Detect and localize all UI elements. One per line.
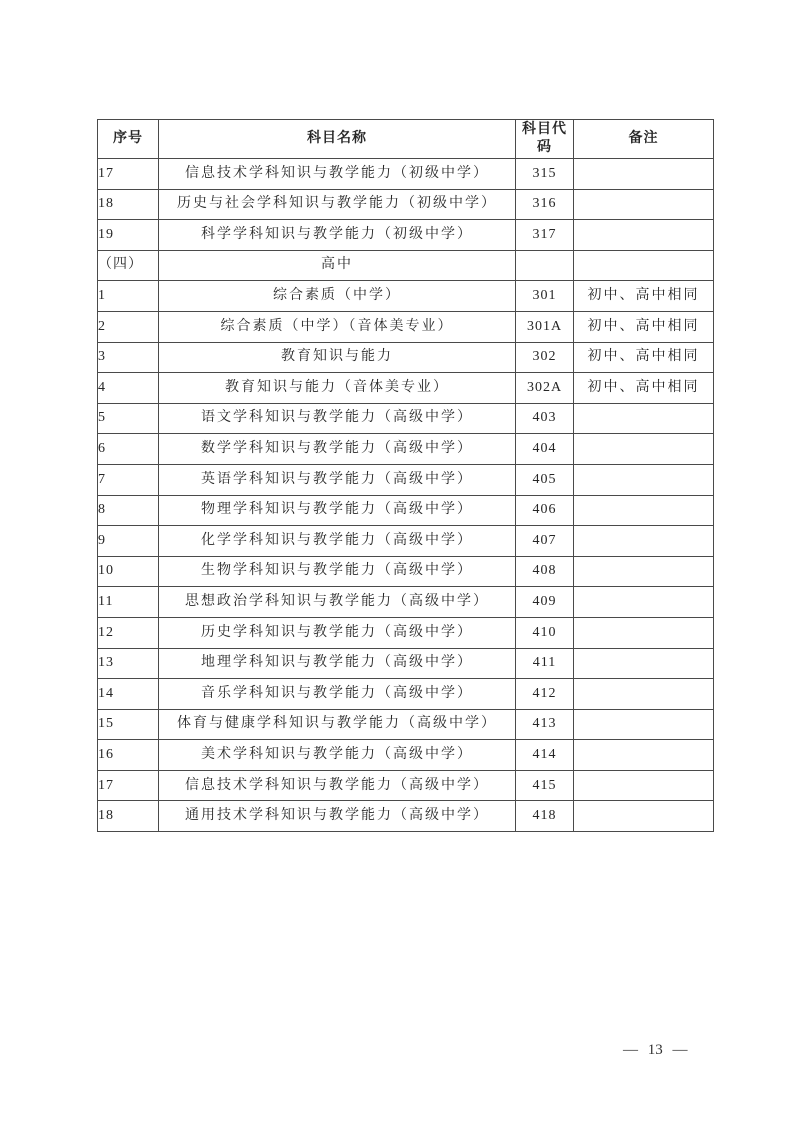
table-row xyxy=(98,403,714,434)
cell-subject-name: 信息技术学科知识与教学能力（高级中学） xyxy=(159,770,516,801)
cell-subject-code: 404 xyxy=(516,434,574,465)
cell-subject-code: 315 xyxy=(516,159,574,190)
table-row xyxy=(98,159,714,190)
cell-subject-name: 音乐学科知识与教学能力（高级中学） xyxy=(159,679,516,710)
cell-subject-code: 410 xyxy=(516,617,574,648)
table-row xyxy=(98,434,714,465)
cell-remarks xyxy=(574,526,714,557)
table-row xyxy=(98,679,714,710)
cell-serial-number: 19 xyxy=(98,220,159,251)
cell-subject-code: 408 xyxy=(516,556,574,587)
cell-subject-code: 301A xyxy=(516,311,574,342)
cell-subject-name: 教育知识与能力 xyxy=(159,342,516,373)
cell-subject-code: 403 xyxy=(516,403,574,434)
col-header-serial-number: 序号 xyxy=(98,120,159,159)
cell-serial-number: 6 xyxy=(98,434,159,465)
cell-remarks xyxy=(574,495,714,526)
cell-subject-name: 体育与健康学科知识与教学能力（高级中学） xyxy=(159,709,516,740)
cell-remarks: 初中、高中相同 xyxy=(574,373,714,404)
table-row xyxy=(98,342,714,373)
cell-remarks xyxy=(574,250,714,281)
cell-remarks xyxy=(574,679,714,710)
cell-serial-number: 14 xyxy=(98,679,159,710)
cell-subject-code: 414 xyxy=(516,740,574,771)
table-header-row xyxy=(98,120,714,159)
cell-remarks xyxy=(574,648,714,679)
cell-subject-name: 综合素质（中学）（音体美专业） xyxy=(159,311,516,342)
cell-subject-name: 历史与社会学科知识与教学能力（初级中学） xyxy=(159,189,516,220)
cell-subject-code: 406 xyxy=(516,495,574,526)
cell-subject-code: 409 xyxy=(516,587,574,618)
cell-subject-name: 通用技术学科知识与教学能力（高级中学） xyxy=(159,801,516,832)
table-row xyxy=(98,189,714,220)
cell-subject-code: 415 xyxy=(516,770,574,801)
cell-subject-name: 地理学科知识与教学能力（高级中学） xyxy=(159,648,516,679)
cell-remarks xyxy=(574,464,714,495)
cell-subject-code: 316 xyxy=(516,189,574,220)
cell-subject-name: 化学学科知识与教学能力（高级中学） xyxy=(159,526,516,557)
page-number: — 13 — xyxy=(623,1042,688,1058)
table-row xyxy=(98,587,714,618)
table-row xyxy=(98,464,714,495)
col-header-subject-name: 科目名称 xyxy=(159,120,516,159)
cell-subject-code: 301 xyxy=(516,281,574,312)
cell-remarks xyxy=(574,189,714,220)
col-header-remarks: 备注 xyxy=(574,120,714,159)
cell-subject-code: 317 xyxy=(516,220,574,251)
cell-remarks xyxy=(574,801,714,832)
table-row xyxy=(98,556,714,587)
cell-subject-code: 411 xyxy=(516,648,574,679)
table-row xyxy=(98,801,714,832)
cell-serial-number: 3 xyxy=(98,342,159,373)
table-row xyxy=(98,281,714,312)
table-row xyxy=(98,495,714,526)
cell-subject-code: 302 xyxy=(516,342,574,373)
cell-serial-number: 18 xyxy=(98,189,159,220)
cell-remarks xyxy=(574,587,714,618)
cell-subject-name: 思想政治学科知识与教学能力（高级中学） xyxy=(159,587,516,618)
cell-serial-number: 18 xyxy=(98,801,159,832)
cell-serial-number: 9 xyxy=(98,526,159,557)
cell-serial-number: 15 xyxy=(98,709,159,740)
cell-remarks xyxy=(574,220,714,251)
table-row xyxy=(98,709,714,740)
cell-remarks xyxy=(574,709,714,740)
table-row xyxy=(98,740,714,771)
cell-remarks: 初中、高中相同 xyxy=(574,342,714,373)
cell-serial-number: 16 xyxy=(98,740,159,771)
cell-serial-number: （四） xyxy=(98,250,159,281)
cell-subject-name: 高中 xyxy=(159,250,516,281)
cell-serial-number: 1 xyxy=(98,281,159,312)
cell-subject-name: 历史学科知识与教学能力（高级中学） xyxy=(159,617,516,648)
cell-subject-name: 数学学科知识与教学能力（高级中学） xyxy=(159,434,516,465)
cell-serial-number: 2 xyxy=(98,311,159,342)
cell-serial-number: 4 xyxy=(98,373,159,404)
table-row xyxy=(98,617,714,648)
cell-remarks xyxy=(574,159,714,190)
cell-subject-code: 405 xyxy=(516,464,574,495)
cell-subject-code: 407 xyxy=(516,526,574,557)
cell-subject-name: 综合素质（中学） xyxy=(159,281,516,312)
cell-serial-number: 10 xyxy=(98,556,159,587)
table-row xyxy=(98,220,714,251)
table-row xyxy=(98,770,714,801)
table-row xyxy=(98,648,714,679)
col-header-subject-code: 科目代码 xyxy=(516,120,574,159)
table-row xyxy=(98,373,714,404)
cell-subject-name: 语文学科知识与教学能力（高级中学） xyxy=(159,403,516,434)
cell-serial-number: 7 xyxy=(98,464,159,495)
cell-subject-name: 英语学科知识与教学能力（高级中学） xyxy=(159,464,516,495)
cell-remarks xyxy=(574,740,714,771)
cell-serial-number: 17 xyxy=(98,159,159,190)
table-row xyxy=(98,526,714,557)
cell-remarks xyxy=(574,770,714,801)
cell-subject-code: 302A xyxy=(516,373,574,404)
cell-remarks xyxy=(574,403,714,434)
table-row xyxy=(98,250,714,281)
cell-remarks xyxy=(574,434,714,465)
cell-subject-code: 412 xyxy=(516,679,574,710)
cell-serial-number: 12 xyxy=(98,617,159,648)
cell-subject-name: 美术学科知识与教学能力（高级中学） xyxy=(159,740,516,771)
cell-remarks xyxy=(574,617,714,648)
cell-subject-code xyxy=(516,250,574,281)
cell-serial-number: 5 xyxy=(98,403,159,434)
cell-subject-name: 科学学科知识与教学能力（初级中学） xyxy=(159,220,516,251)
cell-remarks: 初中、高中相同 xyxy=(574,281,714,312)
subject-code-table xyxy=(97,119,714,832)
cell-subject-code: 418 xyxy=(516,801,574,832)
cell-subject-name: 教育知识与能力（音体美专业） xyxy=(159,373,516,404)
cell-serial-number: 17 xyxy=(98,770,159,801)
cell-remarks xyxy=(574,556,714,587)
cell-serial-number: 8 xyxy=(98,495,159,526)
cell-serial-number: 13 xyxy=(98,648,159,679)
cell-subject-name: 物理学科知识与教学能力（高级中学） xyxy=(159,495,516,526)
cell-subject-code: 413 xyxy=(516,709,574,740)
table-row xyxy=(98,311,714,342)
cell-remarks: 初中、高中相同 xyxy=(574,311,714,342)
cell-subject-name: 信息技术学科知识与教学能力（初级中学） xyxy=(159,159,516,190)
cell-serial-number: 11 xyxy=(98,587,159,618)
cell-subject-name: 生物学科知识与教学能力（高级中学） xyxy=(159,556,516,587)
